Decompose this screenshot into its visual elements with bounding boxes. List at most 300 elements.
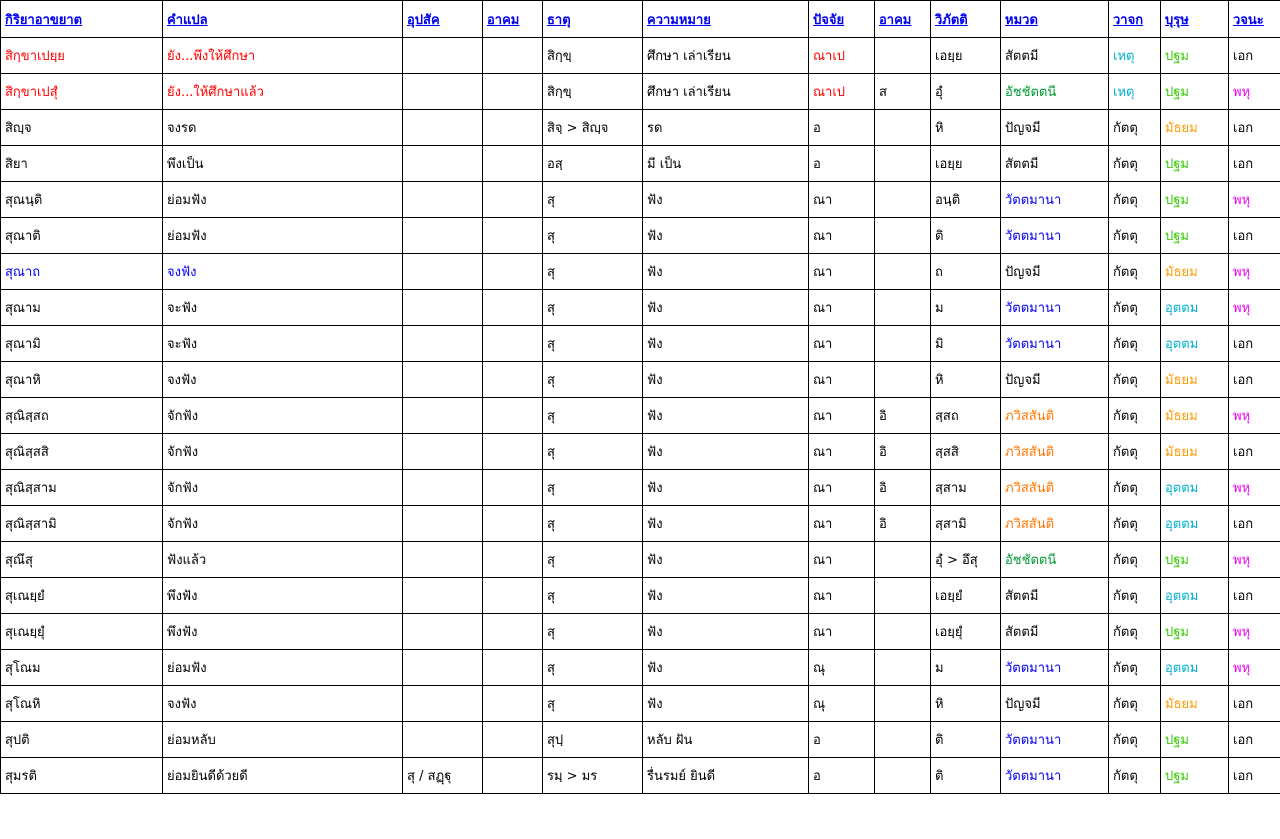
cell-root: สุ [543,434,643,470]
cell-root_meaning: ฟัง [643,542,809,578]
cell-meaning: ยัง...ให้ศึกษาแล้ว [163,74,403,110]
cell-agama2 [875,326,931,362]
column-header-prefix: อุปสัค [403,1,483,38]
table-row [1,722,1280,758]
cell-agama1 [483,506,543,542]
cell-voice: กัตตุ [1109,686,1161,722]
cell-root_meaning: ศึกษา เล่าเรียน [643,74,809,110]
cell-category: ปัญจมี [1001,362,1109,398]
cell-root_meaning: ฟัง [643,686,809,722]
cell-voice: กัตตุ [1109,290,1161,326]
cell-root_meaning: รด [643,110,809,146]
column-header-verb: กิริยาอาขยาต [1,1,163,38]
cell-number: เอก [1229,578,1280,614]
table-row [1,254,1280,290]
cell-prefix [403,722,483,758]
cell-root_meaning: ฟัง [643,650,809,686]
cell-suffix: ณา [809,218,875,254]
cell-root_meaning: ฟัง [643,326,809,362]
cell-agama2 [875,686,931,722]
cell-verb: สุณนฺติ [1,182,163,218]
cell-person: ปฐม [1161,218,1229,254]
cell-number: พหุ [1229,614,1280,650]
cell-suffix: ณา [809,182,875,218]
cell-meaning: จงรด [163,110,403,146]
cell-voice: กัตตุ [1109,434,1161,470]
cell-category: วัตตมานา [1001,650,1109,686]
cell-category: สัตตมี [1001,578,1109,614]
table-row [1,110,1280,146]
cell-agama2 [875,110,931,146]
cell-voice: เหตุ [1109,38,1161,74]
cell-verb: สุณึสุ [1,542,163,578]
cell-agama2 [875,542,931,578]
cell-prefix [403,218,483,254]
cell-number: เอก [1229,362,1280,398]
cell-number: เอก [1229,722,1280,758]
cell-verb: สุณาถ [1,254,163,290]
cell-category: อัชชัตตนี [1001,74,1109,110]
cell-number: เอก [1229,686,1280,722]
column-header-agama1: อาคม [483,1,543,38]
cell-person: มัธยม [1161,110,1229,146]
cell-category: สัตตมี [1001,146,1109,182]
cell-prefix [403,686,483,722]
column-header-voice: วาจก [1109,1,1161,38]
column-header-meaning: คำแปล [163,1,403,38]
cell-root_meaning: ฟัง [643,254,809,290]
cell-root: สุ [543,398,643,434]
cell-voice: เหตุ [1109,74,1161,110]
cell-root: สุ [543,182,643,218]
cell-vibhatti: ม [931,290,1001,326]
cell-category: ปัญจมี [1001,686,1109,722]
cell-suffix: ณา [809,290,875,326]
cell-number: เอก [1229,506,1280,542]
cell-root: สิจฺ > สิญฺจ [543,110,643,146]
table-row [1,542,1280,578]
cell-meaning: จะฟัง [163,326,403,362]
cell-person: อุตตม [1161,506,1229,542]
cell-meaning: ย่อมฟัง [163,650,403,686]
cell-voice: กัตตุ [1109,398,1161,434]
table-row [1,182,1280,218]
cell-vibhatti: สฺสสิ [931,434,1001,470]
cell-vibhatti: ติ [931,722,1001,758]
cell-root_meaning: ศึกษา เล่าเรียน [643,38,809,74]
cell-vibhatti: สฺสถ [931,398,1001,434]
cell-agama1 [483,686,543,722]
cell-root_meaning: ฟัง [643,614,809,650]
cell-agama1 [483,614,543,650]
cell-voice: กัตตุ [1109,650,1161,686]
cell-number: พหุ [1229,398,1280,434]
table-row [1,290,1280,326]
column-header-vibhatti: วิภัตติ [931,1,1001,38]
cell-root_meaning: ฟัง [643,434,809,470]
cell-number: เอก [1229,38,1280,74]
cell-verb: สุณาหิ [1,362,163,398]
cell-vibhatti: สฺสามิ [931,506,1001,542]
cell-person: ปฐม [1161,146,1229,182]
cell-person: มัธยม [1161,398,1229,434]
table-row [1,38,1280,74]
cell-meaning: พึงเป็น [163,146,403,182]
cell-verb: สุณิสฺสามิ [1,506,163,542]
cell-prefix [403,506,483,542]
cell-agama1 [483,290,543,326]
cell-agama1 [483,542,543,578]
cell-vibhatti: เอยฺย [931,146,1001,182]
cell-agama2: อิ [875,398,931,434]
cell-root_meaning: ฟัง [643,290,809,326]
table-row [1,650,1280,686]
cell-vibhatti: ติ [931,758,1001,794]
cell-verb: สุโณหิ [1,686,163,722]
cell-agama1 [483,398,543,434]
cell-suffix: ณา [809,398,875,434]
cell-vibhatti: มิ [931,326,1001,362]
cell-category: ภวิสสันติ [1001,434,1109,470]
table-header [1,1,1280,38]
table-row [1,758,1280,794]
cell-number: พหุ [1229,650,1280,686]
cell-verb: สุมรติ [1,758,163,794]
cell-agama2 [875,650,931,686]
cell-category: วัตตมานา [1001,722,1109,758]
cell-number: เอก [1229,218,1280,254]
cell-person: อุตตม [1161,290,1229,326]
cell-agama2 [875,182,931,218]
cell-agama2: อิ [875,506,931,542]
cell-meaning: พึงฟัง [163,614,403,650]
cell-number: พหุ [1229,542,1280,578]
cell-agama1 [483,578,543,614]
cell-root_meaning: มี เป็น [643,146,809,182]
cell-suffix: ณุ [809,650,875,686]
cell-prefix [403,434,483,470]
cell-voice: กัตตุ [1109,362,1161,398]
cell-voice: กัตตุ [1109,254,1161,290]
cell-prefix [403,398,483,434]
cell-prefix [403,290,483,326]
cell-suffix: ณา [809,542,875,578]
cell-root_meaning: ฟัง [643,578,809,614]
cell-verb: สิญฺจ [1,110,163,146]
cell-person: อุตตม [1161,650,1229,686]
cell-root_meaning: ฟัง [643,470,809,506]
cell-suffix: อ [809,146,875,182]
cell-agama2: อิ [875,470,931,506]
table-row [1,686,1280,722]
column-header-suffix: ปัจจัย [809,1,875,38]
cell-root_meaning: รื่นรมย์ ยินดี [643,758,809,794]
cell-number: เอก [1229,326,1280,362]
cell-root: สุ [543,470,643,506]
cell-prefix [403,362,483,398]
cell-person: มัธยม [1161,686,1229,722]
cell-person: อุตตม [1161,326,1229,362]
cell-prefix [403,326,483,362]
cell-verb: สุณาติ [1,218,163,254]
table-row [1,74,1280,110]
cell-vibhatti: สฺสาม [931,470,1001,506]
cell-prefix [403,38,483,74]
cell-agama1 [483,326,543,362]
cell-person: ปฐม [1161,722,1229,758]
cell-vibhatti: เอยฺยุํ [931,614,1001,650]
cell-suffix: ณา [809,434,875,470]
cell-voice: กัตตุ [1109,542,1161,578]
cell-suffix: ณา [809,506,875,542]
cell-number: เอก [1229,758,1280,794]
cell-voice: กัตตุ [1109,110,1161,146]
cell-verb: สิกฺขาเปสุํ [1,74,163,110]
cell-voice: กัตตุ [1109,146,1161,182]
cell-vibhatti: ถ [931,254,1001,290]
cell-number: เอก [1229,110,1280,146]
cell-suffix: ณา [809,254,875,290]
cell-suffix: ณาเป [809,38,875,74]
cell-root: สุ [543,362,643,398]
cell-root: สุ [543,506,643,542]
cell-meaning: ยัง...พึงให้ศึกษา [163,38,403,74]
table-row [1,398,1280,434]
cell-number: พหุ [1229,74,1280,110]
cell-agama2 [875,362,931,398]
cell-voice: กัตตุ [1109,578,1161,614]
cell-vibhatti: เอยฺย [931,38,1001,74]
cell-category: วัตตมานา [1001,290,1109,326]
cell-category: ปัญจมี [1001,110,1109,146]
cell-agama2 [875,758,931,794]
cell-suffix: ณา [809,614,875,650]
table-row [1,578,1280,614]
cell-vibhatti: อุํ > อึสุ [931,542,1001,578]
cell-person: ปฐม [1161,758,1229,794]
table-row [1,218,1280,254]
column-header-root: ธาตุ [543,1,643,38]
column-header-person: บุรุษ [1161,1,1229,38]
cell-prefix [403,182,483,218]
cell-category: ภวิสสันติ [1001,506,1109,542]
cell-meaning: ย่อมฟัง [163,218,403,254]
cell-suffix: ณา [809,578,875,614]
cell-agama1 [483,146,543,182]
cell-meaning: จักฟัง [163,434,403,470]
cell-category: วัตตมานา [1001,218,1109,254]
cell-person: ปฐม [1161,74,1229,110]
cell-person: ปฐม [1161,182,1229,218]
cell-root: สุ [543,578,643,614]
cell-agama1 [483,434,543,470]
cell-category: อัชชัตตนี [1001,542,1109,578]
cell-person: มัธยม [1161,254,1229,290]
cell-person: ปฐม [1161,542,1229,578]
cell-agama2: อิ [875,434,931,470]
cell-agama1 [483,470,543,506]
cell-agama2 [875,146,931,182]
cell-vibhatti: ติ [931,218,1001,254]
cell-suffix: อ [809,758,875,794]
column-header-number: วจนะ [1229,1,1280,38]
cell-root: สุ [543,326,643,362]
cell-agama1 [483,38,543,74]
cell-meaning: จงฟัง [163,362,403,398]
cell-root: อสฺ [543,146,643,182]
cell-person: ปฐม [1161,614,1229,650]
column-header-agama2: อาคม [875,1,931,38]
cell-voice: กัตตุ [1109,218,1161,254]
cell-root: สุปฺ [543,722,643,758]
cell-person: มัธยม [1161,362,1229,398]
cell-agama2 [875,290,931,326]
cell-agama1 [483,722,543,758]
cell-agama2 [875,614,931,650]
cell-verb: สุปติ [1,722,163,758]
cell-root_meaning: ฟัง [643,182,809,218]
cell-voice: กัตตุ [1109,182,1161,218]
cell-meaning: พึงฟัง [163,578,403,614]
cell-number: พหุ [1229,470,1280,506]
cell-voice: กัตตุ [1109,722,1161,758]
cell-agama2 [875,254,931,290]
cell-verb: สุเณยฺยุํ [1,614,163,650]
cell-category: วัตตมานา [1001,182,1109,218]
cell-person: มัธยม [1161,434,1229,470]
cell-person: อุตตม [1161,470,1229,506]
cell-voice: กัตตุ [1109,326,1161,362]
cell-vibhatti: ม [931,650,1001,686]
cell-root: สุ [543,650,643,686]
cell-root: สุ [543,614,643,650]
cell-agama1 [483,362,543,398]
cell-category: ปัญจมี [1001,254,1109,290]
cell-meaning: จักฟัง [163,398,403,434]
table-row [1,434,1280,470]
cell-suffix: อ [809,110,875,146]
cell-agama1 [483,218,543,254]
cell-category: สัตตมี [1001,38,1109,74]
cell-verb: สุณาม [1,290,163,326]
cell-root: สิกฺขฺ [543,38,643,74]
cell-agama1 [483,74,543,110]
cell-agama2: ส [875,74,931,110]
cell-meaning: ย่อมหลับ [163,722,403,758]
cell-agama1 [483,182,543,218]
cell-meaning: ย่อมยินดีด้วยดี [163,758,403,794]
cell-prefix: สุ / สฏฺฐุ [403,758,483,794]
cell-suffix: ณา [809,362,875,398]
table-row [1,506,1280,542]
cell-prefix [403,254,483,290]
cell-agama2 [875,38,931,74]
cell-verb: สุณิสฺสถ [1,398,163,434]
cell-root: สุ [543,686,643,722]
cell-meaning: จักฟัง [163,470,403,506]
cell-category: สัตตมี [1001,614,1109,650]
cell-voice: กัตตุ [1109,470,1161,506]
cell-suffix: ณา [809,326,875,362]
cell-root: สิกฺขฺ [543,74,643,110]
cell-root_meaning: ฟัง [643,398,809,434]
cell-agama1 [483,110,543,146]
cell-category: ภวิสสันติ [1001,398,1109,434]
cell-prefix [403,542,483,578]
column-header-category: หมวด [1001,1,1109,38]
cell-voice: กัตตุ [1109,758,1161,794]
cell-root_meaning: ฟัง [643,506,809,542]
cell-root_meaning: ฟัง [643,218,809,254]
cell-root: รมฺ > มร [543,758,643,794]
cell-vibhatti: เอยฺยํ [931,578,1001,614]
cell-meaning: จะฟัง [163,290,403,326]
cell-root: สุ [543,290,643,326]
cell-number: พหุ [1229,254,1280,290]
cell-category: ภวิสสันติ [1001,470,1109,506]
cell-vibhatti: หิ [931,110,1001,146]
cell-prefix [403,578,483,614]
cell-root: สุ [543,542,643,578]
cell-verb: สิยา [1,146,163,182]
cell-vibhatti: อุํ [931,74,1001,110]
cell-number: เอก [1229,434,1280,470]
cell-person: อุตตม [1161,578,1229,614]
cell-suffix: ณาเป [809,74,875,110]
cell-root_meaning: หลับ ฝัน [643,722,809,758]
cell-agama2 [875,722,931,758]
cell-verb: สุณิสฺสสิ [1,434,163,470]
header-row [1,1,1280,38]
cell-agama2 [875,218,931,254]
table-row [1,470,1280,506]
cell-prefix [403,650,483,686]
cell-verb: สุเณยฺยํ [1,578,163,614]
table-row [1,146,1280,182]
table-row [1,614,1280,650]
cell-category: วัตตมานา [1001,758,1109,794]
cell-number: เอก [1229,146,1280,182]
cell-root_meaning: ฟัง [643,362,809,398]
cell-voice: กัตตุ [1109,506,1161,542]
cell-prefix [403,614,483,650]
cell-prefix [403,74,483,110]
cell-suffix: อ [809,722,875,758]
cell-verb: สุณิสฺสาม [1,470,163,506]
cell-vibhatti: หิ [931,686,1001,722]
cell-vibhatti: อนฺติ [931,182,1001,218]
cell-agama1 [483,650,543,686]
cell-voice: กัตตุ [1109,614,1161,650]
cell-root: สุ [543,254,643,290]
cell-person: ปฐม [1161,38,1229,74]
cell-agama1 [483,758,543,794]
cell-suffix: ณุ [809,686,875,722]
cell-prefix [403,110,483,146]
cell-meaning: จงฟัง [163,686,403,722]
cell-verb: สุโณม [1,650,163,686]
cell-category: วัตตมานา [1001,326,1109,362]
cell-meaning: จงฟัง [163,254,403,290]
cell-vibhatti: หิ [931,362,1001,398]
cell-prefix [403,146,483,182]
column-header-root_meaning: ความหมาย [643,1,809,38]
cell-prefix [403,470,483,506]
cell-number: พหุ [1229,290,1280,326]
cell-meaning: ย่อมฟัง [163,182,403,218]
cell-root: สุ [543,218,643,254]
cell-meaning: จักฟัง [163,506,403,542]
